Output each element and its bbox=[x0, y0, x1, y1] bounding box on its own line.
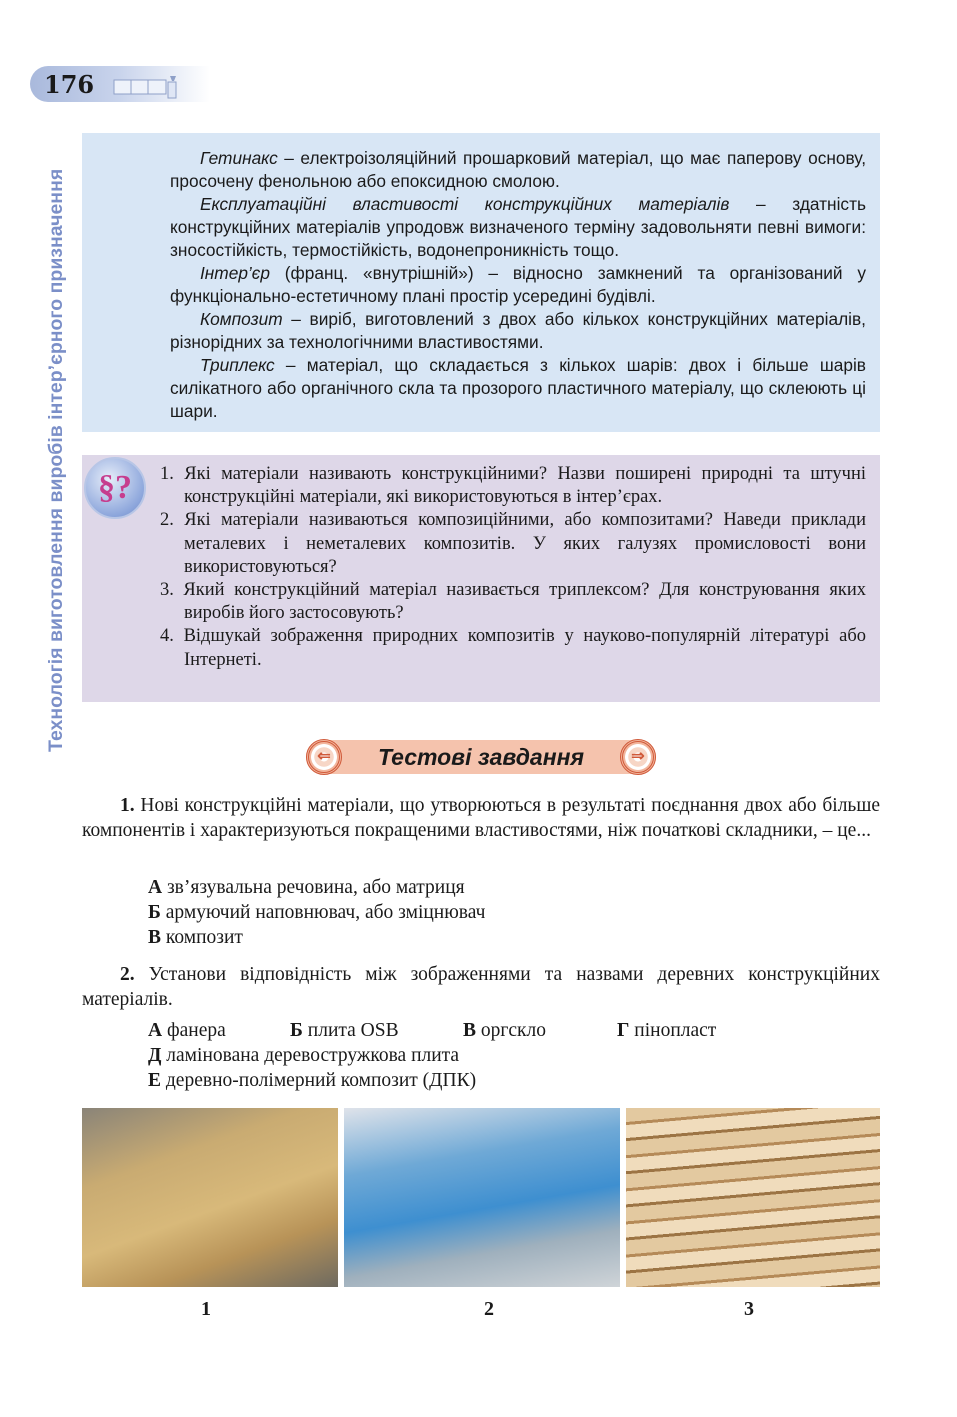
questions-icon: §? bbox=[84, 457, 146, 519]
task-1-text: 1. Нові конструкційні матеріали, що утворюються в результаті поєднання двох або більше компонентів і характеризуються покращеними властивостями, ніж початкові складники, – це... bbox=[82, 795, 880, 841]
task-2-option: В оргскло bbox=[463, 1020, 546, 1041]
sofa-icon bbox=[112, 74, 178, 100]
acrylic-glass-photo bbox=[344, 1108, 620, 1287]
arrow-right-icon: ⇒ bbox=[620, 739, 656, 775]
page-number: 176 bbox=[44, 70, 95, 99]
plywood-photo bbox=[626, 1108, 880, 1287]
question-item: 2. Які матеріали називаються композиційними, або композитами? Наведи приклади металевих і неметалевих композитів. У яких галузях промисловості вони використовуються? bbox=[160, 510, 866, 577]
task-1-option: А зв’язувальна речовина, або матриця bbox=[148, 877, 465, 898]
test-heading: ⇐ Тестові завдання ⇒ bbox=[306, 740, 656, 774]
glossary-entry: Експлуатаційні властивості конструкційних матеріалів – здатність конструкційних матеріалів упродовж визначеного терміну задовольняти певні вимоги: зносостійкість, термостійкість, водонепроникність тощо. bbox=[170, 194, 866, 260]
glossary-box bbox=[82, 133, 880, 432]
task-2-option: Б плита OSB bbox=[290, 1020, 399, 1041]
glossary-entry: Триплекс – матеріал, що складається з кількох шарів: двох і більше шарів силікатного або органічного скла та прозорого пластичного матеріалу, що склеюють ці шари. bbox=[170, 355, 866, 421]
question-item: 1. Які матеріали називають конструкційними? Назви поширені природні та штучні конструкційні матеріали, які використовуються в інтер’єрах. bbox=[160, 464, 866, 508]
image-label: 2 bbox=[484, 1298, 494, 1320]
task-1-option: В композит bbox=[148, 927, 243, 948]
task-2-option: А фанера bbox=[148, 1020, 226, 1041]
question-item: 4. Відшукай зображення природних композитів у науково-популярній літературі або Інтернеті. bbox=[160, 626, 866, 670]
glossary-entry: Гетинакс – електроізоляційний прошарковий матеріал, що має паперову основу, просочену фенольною або епоксидною смолою. bbox=[170, 148, 866, 191]
arrow-left-icon: ⇐ bbox=[306, 739, 342, 775]
task-2-option: Г пінопласт bbox=[617, 1020, 717, 1041]
glossary-entry: Інтер’єр (франц. «внутрішній») – відносно замкнений та організований у функціонально-естетичному плані простір усередині будівлі. bbox=[170, 263, 866, 306]
task-1-option: Б армуючий наповнювач, або зміцнювач bbox=[148, 902, 486, 923]
question-item: 3. Який конструкційний матеріал називається триплексом? Для конструювання яких виробів його застосовують? bbox=[160, 580, 866, 624]
task-2-option: Е деревно-полімерний композит (ДПК) bbox=[148, 1070, 477, 1091]
image-label: 3 bbox=[744, 1298, 754, 1320]
side-chapter-title: Технологія виготовлення виробів інтер’єрного призначення bbox=[45, 168, 67, 752]
task-2-text: 2. Установи відповідність між зображеннями та назвами деревних конструкційних матеріалів. bbox=[82, 964, 880, 1010]
questions-box bbox=[82, 455, 880, 702]
osb-photo bbox=[82, 1108, 338, 1287]
glossary-entry: Композит – виріб, виготовлений з двох або кількох конструкційних матеріалів, різнорідних за технологічними властивостями. bbox=[170, 309, 866, 352]
image-label: 1 bbox=[201, 1298, 211, 1320]
task-2-option: Д ламінована деревостружкова плита bbox=[148, 1045, 460, 1066]
